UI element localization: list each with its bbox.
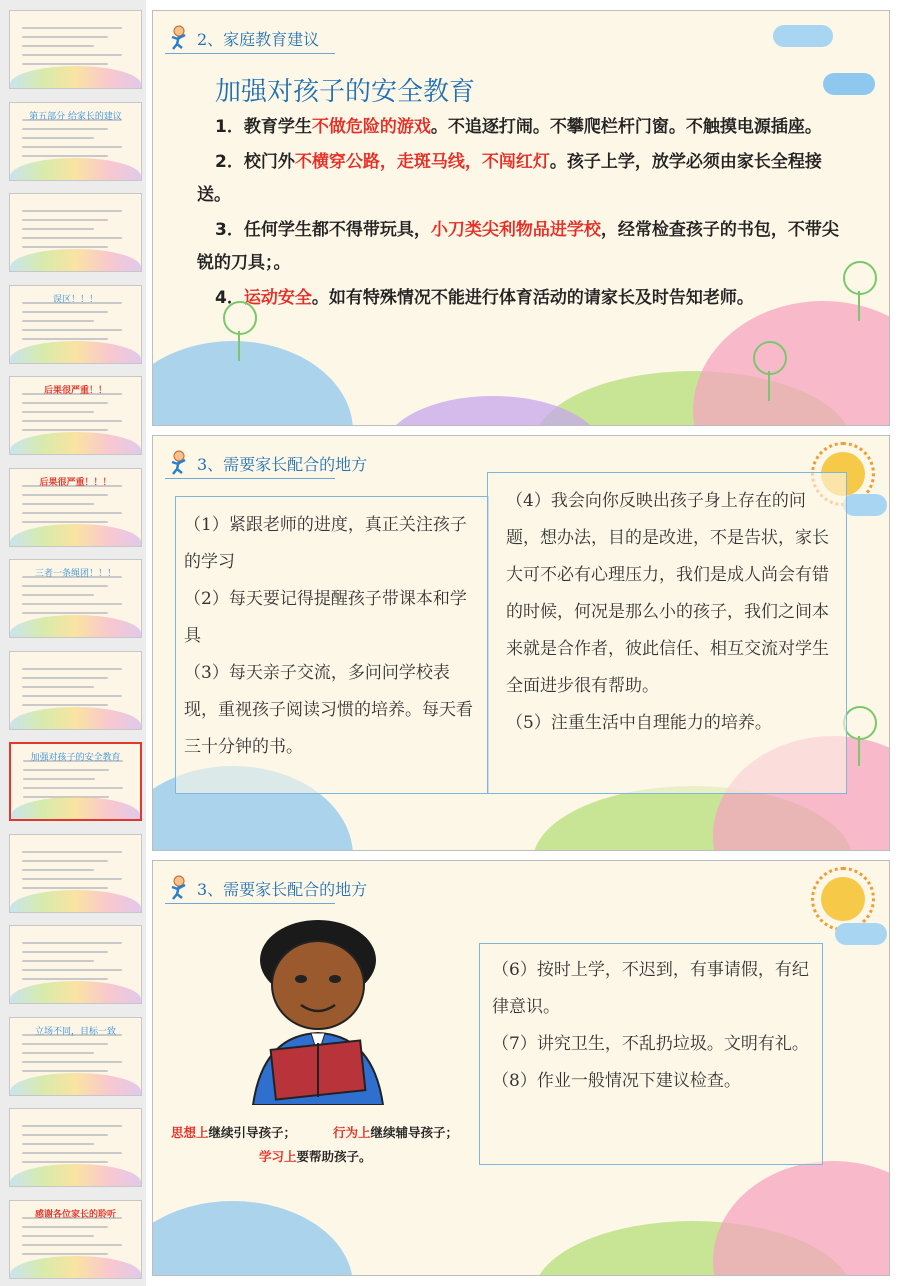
thumbnail-text-line xyxy=(22,329,122,331)
caption-thinking-key: 思想上 xyxy=(171,1125,209,1140)
thumbnail-text-line xyxy=(22,1143,94,1145)
thumbnail-hills xyxy=(10,707,141,729)
thumbnail-text-line xyxy=(22,1070,108,1072)
thumbnail-text-line xyxy=(22,1244,122,1246)
thumbnail-hills xyxy=(10,615,141,637)
thumbnail-hills xyxy=(11,797,140,819)
caption-behavior-text: 继续辅导孩子； xyxy=(370,1125,459,1140)
thumbnail-text-line xyxy=(22,338,108,340)
safety-item xyxy=(197,214,847,280)
thumbnail-text-line xyxy=(22,594,94,596)
thumbnail-text-line xyxy=(22,978,108,980)
thumbnail-text-line xyxy=(22,1226,108,1228)
caption-study-key: 学习上 xyxy=(259,1149,297,1164)
cooperation-item: （1）紧跟老师的进度，真正关注孩子的学习 xyxy=(184,515,467,572)
thumbnail-text-line xyxy=(22,45,94,47)
safety-item-prefix: 1．教育学生 xyxy=(215,117,312,137)
thumbnail-hills xyxy=(10,249,141,271)
thumbnail-text-line xyxy=(22,54,122,56)
cooperation-item: （3）每天亲子交流，多问问学校表现，重视孩子阅读习惯的培养。每天看三十分钟的书。 xyxy=(184,663,473,757)
thumbnail-text-line xyxy=(22,246,108,248)
cloud-decoration xyxy=(773,25,833,47)
thumbnail-title: 后果很严重！！！ xyxy=(39,477,112,488)
thumbnail-hills xyxy=(10,1164,141,1186)
safety-item-text: 。孩子上学，放学必须由家长全程接送。 xyxy=(197,152,822,205)
cooperation-item: （2）每天要记得提醒孩子带课本和学具 xyxy=(184,589,467,646)
caption-behavior-key: 行为上 xyxy=(333,1125,371,1140)
safety-item-text: ，经常检查孩子的书包，不带尖锐的刀具；。 xyxy=(197,220,839,273)
slide-thumbnail-panel xyxy=(0,0,146,1286)
thumbnail-text-line xyxy=(22,219,108,221)
thumbnail-text-line xyxy=(22,695,122,697)
thumbnail-text-line xyxy=(22,969,122,971)
tree-decoration xyxy=(843,706,877,740)
safety-item xyxy=(197,111,847,144)
cooperation-item: （6）按时上学，不迟到，有事请假，有纪律意识。 xyxy=(492,960,809,1017)
thumbnail-text-line xyxy=(22,1043,108,1045)
safety-item-prefix: 3．任何学生都不得带玩具， xyxy=(215,220,431,240)
hill-decoration xyxy=(152,341,353,426)
slide-2 xyxy=(152,435,890,851)
safety-item-highlight: 不横穿公路，走斑马线，不闯红灯 xyxy=(294,152,550,172)
thumbnail-text-line xyxy=(22,686,94,688)
cooperation-item: （4）我会向你反映出孩子身上存在的问题，想办法，目的是改进，不是告状，家长大可不必有心理压力，我们是成人尚会有错的时候，何况是那么小的孩子，我们之间本来就是合作者，彼此信任、相互交流对学生全面进步很有帮助。 xyxy=(506,491,829,696)
thumbnail-title: 后果很严重！！ xyxy=(43,386,107,396)
thumbnail-hills xyxy=(10,341,141,363)
caption-thinking xyxy=(171,1123,296,1141)
thumbnail-title: 三者一条绳团！！！ xyxy=(34,569,116,579)
thumbnail-text-line xyxy=(22,128,108,130)
cooperation-item: （8）作业一般情况下建议检查。 xyxy=(492,1071,741,1091)
safety-item-highlight: 不做危险的游戏 xyxy=(311,117,431,137)
thumbnail-text-line xyxy=(22,512,122,514)
thumbnail-text-line xyxy=(22,1125,122,1127)
safety-item-prefix: 4． xyxy=(215,288,244,308)
thumbnail-hills xyxy=(10,981,141,1003)
thumbnail-text-line xyxy=(22,521,108,523)
cooperation-box-right xyxy=(487,472,847,794)
slide-thumbnail[interactable] xyxy=(9,376,142,455)
thumbnail-text-line xyxy=(22,429,108,431)
thumbnail-text-line xyxy=(22,668,122,670)
header-underline xyxy=(165,478,335,479)
thumbnail-text-line xyxy=(22,228,94,230)
header-underline xyxy=(165,53,335,54)
slide-thumbnail[interactable] xyxy=(9,742,142,821)
slide-thumbnail[interactable] xyxy=(9,559,142,638)
thumbnail-text-line xyxy=(22,1253,108,1255)
safety-item-text: 。不追逐打闹。不攀爬栏杆门窗。不触摸电源插座。 xyxy=(430,117,822,137)
thumbnail-text-line xyxy=(22,27,122,29)
slide-3 xyxy=(152,860,890,1276)
thumbnail-text-line xyxy=(22,1052,94,1054)
running-kid-icon xyxy=(165,23,193,51)
tree-decoration xyxy=(223,301,257,335)
thumbnail-text-line xyxy=(23,787,123,789)
thumbnail-text-line xyxy=(22,1152,122,1154)
hill-decoration xyxy=(693,301,890,426)
hill-decoration xyxy=(713,1161,890,1276)
thumbnail-text-line xyxy=(22,146,122,148)
tree-decoration xyxy=(843,261,877,295)
thumbnail-text-line xyxy=(22,612,108,614)
thumbnail-text-line xyxy=(22,887,108,889)
safety-item-highlight: 运动安全 xyxy=(243,288,312,308)
slide-thumbnail[interactable] xyxy=(9,834,142,913)
safety-item-highlight: 小刀类尖利物品进学校 xyxy=(430,220,601,240)
thumbnail-text-line xyxy=(23,778,95,780)
thumbnail-text-line xyxy=(22,503,94,505)
slide-thumbnail[interactable] xyxy=(9,102,142,181)
slide-1 xyxy=(152,10,890,426)
safety-item xyxy=(197,282,847,315)
thumbnail-text-line xyxy=(22,878,122,880)
thumbnail-text-line xyxy=(22,311,108,313)
thumbnail-text-line xyxy=(22,860,108,862)
slide-thumbnail[interactable] xyxy=(9,285,142,364)
cooperation-item: （5）注重生活中自理能力的培养。 xyxy=(506,713,772,733)
cooperation-box xyxy=(479,943,823,1165)
thumbnail-hills xyxy=(10,524,141,546)
thumbnail-hills xyxy=(10,890,141,912)
safety-list xyxy=(197,111,847,317)
thumbnail-text-line xyxy=(23,769,109,771)
thumbnail-text-line xyxy=(22,1235,94,1237)
thumbnail-text-line xyxy=(22,603,122,605)
thumbnail-text-line xyxy=(22,851,122,853)
slide-thumbnail[interactable] xyxy=(9,651,142,730)
header-underline xyxy=(165,903,335,904)
caption-study xyxy=(259,1147,372,1165)
tree-decoration xyxy=(753,341,787,375)
slide-thumbnail[interactable] xyxy=(9,10,142,89)
thumbnail-title: 加强对孩子的安全教育 xyxy=(30,753,121,763)
thumbnail-text-line xyxy=(22,63,108,65)
thumbnail-title: 立场不同，目标一致 xyxy=(34,1026,116,1037)
thumbnail-text-line xyxy=(22,402,108,404)
thumbnail-text-line xyxy=(22,960,94,962)
hill-decoration xyxy=(152,1201,353,1276)
thumbnail-text-line xyxy=(22,137,94,139)
caption-behavior xyxy=(333,1123,458,1141)
reading-boy-illustration xyxy=(233,905,403,1105)
thumbnail-text-line xyxy=(22,237,122,239)
slide-thumbnail[interactable] xyxy=(9,1108,142,1187)
thumbnail-title: 感谢各位家长的聆听 xyxy=(34,1209,116,1220)
running-kid-icon xyxy=(165,448,193,476)
cloud-decoration xyxy=(823,73,875,95)
thumbnail-hills xyxy=(10,66,141,88)
thumbnail-text-line xyxy=(22,1134,108,1136)
slide-title: 加强对孩子的安全教育 xyxy=(215,77,476,107)
slide-thumbnail[interactable] xyxy=(9,1017,142,1096)
thumbnail-text-line xyxy=(22,677,108,679)
thumbnail-text-line xyxy=(22,704,108,706)
cooperation-box-left xyxy=(175,496,489,794)
thumbnail-text-line xyxy=(22,420,122,422)
cloud-decoration xyxy=(843,494,887,516)
slide-thumbnail[interactable] xyxy=(9,925,142,1004)
thumbnail-hills xyxy=(10,1256,141,1278)
thumbnail-text-line xyxy=(22,942,122,944)
section-header: 3、需要家长配合的地方 xyxy=(197,455,368,474)
running-kid-icon xyxy=(165,873,193,901)
thumbnail-text-line xyxy=(22,155,108,157)
slide-thumbnail[interactable] xyxy=(9,1200,142,1279)
thumbnail-text-line xyxy=(22,210,122,212)
sun-decoration xyxy=(821,877,865,921)
thumbnail-text-line xyxy=(22,320,94,322)
safety-item-text: 。如有特殊情况不能进行体育活动的请家长及时告知老师。 xyxy=(311,288,754,308)
thumbnail-text-line xyxy=(22,411,94,413)
thumbnail-text-line xyxy=(22,1061,122,1063)
thumbnail-text-line xyxy=(22,951,108,953)
slide-thumbnail[interactable] xyxy=(9,193,142,272)
thumbnail-hills xyxy=(10,158,141,180)
cooperation-item: （7）讲究卫生，不乱扔垃圾。文明有礼。 xyxy=(492,1034,809,1054)
caption-thinking-text: 继续引导孩子； xyxy=(208,1125,297,1140)
thumbnail-text-line xyxy=(22,869,94,871)
thumbnail-text-line xyxy=(22,1161,108,1163)
section-header: 3、需要家长配合的地方 xyxy=(197,880,368,899)
thumbnail-title: 第五部分 给家长的建议 xyxy=(29,111,122,122)
cloud-decoration xyxy=(835,923,887,945)
thumbnail-hills xyxy=(10,1073,141,1095)
thumbnail-title: 误区！！！ xyxy=(52,294,98,305)
thumbnail-text-line xyxy=(22,36,108,38)
thumbnail-text-line xyxy=(22,494,108,496)
thumbnail-text-line xyxy=(22,585,108,587)
section-header: 2、家庭教育建议 xyxy=(197,30,320,49)
safety-item xyxy=(197,146,847,212)
slide-thumbnail[interactable] xyxy=(9,468,142,547)
caption-study-text: 要帮助孩子。 xyxy=(296,1149,372,1164)
safety-item-prefix: 2．校门外 xyxy=(215,152,295,172)
thumbnail-hills xyxy=(10,432,141,454)
